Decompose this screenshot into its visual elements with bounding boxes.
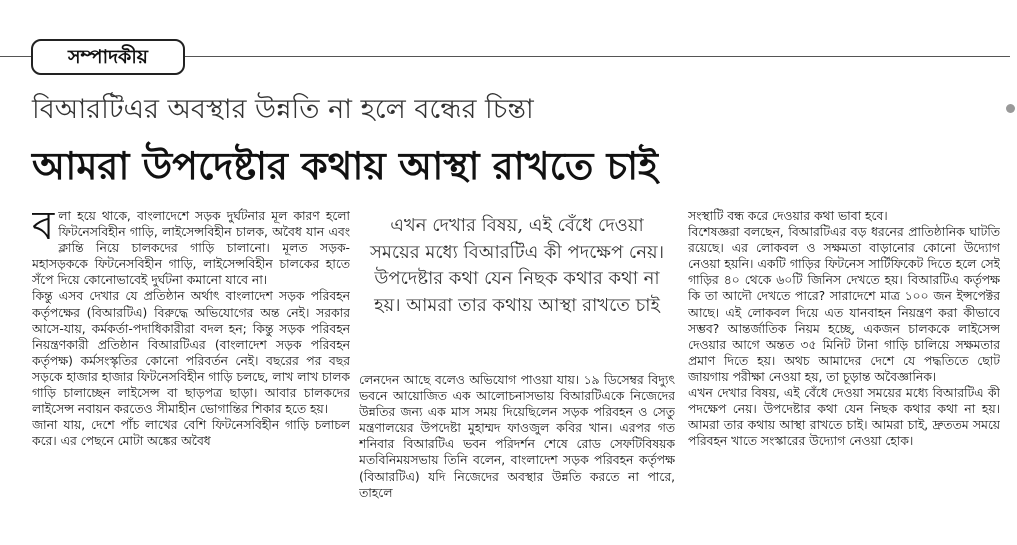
section-label: সম্পাদকীয় bbox=[31, 39, 185, 75]
main-headline: আমরা উপদেষ্টার কথায় আস্থা রাখতে চাই bbox=[32, 143, 658, 188]
kicker-headline: বিআরটিএর অবস্থার উন্নতি না হলে বন্ধের চিন্তা bbox=[32, 94, 534, 125]
page-edge-mark bbox=[1006, 104, 1015, 113]
paragraph: জানা যায়, দেশে পাঁচ লাখের বেশি ফিটনেসবিহীন গাড়ি চলাচল করে। এর পেছনে মোটা অঙ্কের অবৈধ bbox=[32, 418, 350, 449]
paragraph-text: লা হয়ে থাকে, বাংলাদেশে সড়ক দুর্ঘটনার মূল কারণ হলো ফিটনেসবিহীন গাড়ি, লাইসেন্সবিহীন চালক, অবৈধ যান এবং ক্লান্তি নিয়ে চালকদের গাড়ি চালানো। মূলত সড়ক-মহাসড়ককে ফিটনেসবিহীন গাড়ি, লাইসেন্সবিহীন চালকের হাতে সঁপে দিয়ে কোনোভাবেই দুর্ঘটনা কমানো যাবে না। bbox=[32, 209, 350, 288]
paragraph: বিশেষজ্ঞরা বলছেন, বিআরটিএর বড় ধরনের প্রাতিষ্ঠানিক ঘাটতি রয়েছে। এর লোকবল ও সক্ষমতা বাড়ানোর কোনো উদ্যোগ নেওয়া হয়নি। একটি গাড়ির ফিটনেস সার্টিফিকেট দিতে হলে সেই গাড়ির ৪০ থেকে ৬০টি জিনিস দেখতে হয়। বিআরটিএ কর্তৃপক্ষ কি তা আদৌ দেখতে পারে? সারাদেশে মাত্র ১০০ জন ইন্সপেক্টর আছে। এই লোকবল দিয়ে এত যানবাহন নিয়ন্ত্রণ করা কীভাবে সম্ভব? আন্তর্জাতিক নিয়ম হচ্ছে, একজন চালককে লাইসেন্স দেওয়ার আগে অন্তত ৩৫ মিনিট টানা গাড়ি চালিয়ে সক্ষমতার প্রমাণ দিতে হয়। অথচ আমাদের দেশে যে পদ্ধতিতে ছোট জায়গায় পরীক্ষা নেওয়া হয়, তা চূড়ান্ত অবৈজ্ঞানিক। bbox=[688, 225, 1000, 384]
paragraph: সংস্থাটি বন্ধ করে দেওয়ার কথা ভাবা হবে। bbox=[688, 209, 888, 223]
article-column-2 bbox=[359, 208, 675, 543]
article-column-1 bbox=[32, 208, 350, 543]
drop-cap: ব bbox=[32, 208, 55, 249]
paragraph: এখন দেখার বিষয়, এই বেঁধে দেওয়া সময়ের মধ্যে বিআরটিএ কী পদক্ষেপ নেয়। উপদেষ্টার কথা যেন নিছক কথার কথা না হয়। আমরা তার কথায় আস্থা রাখতে চাই। আমরা চাই, দ্রুততম সময়ে পরিবহন খাতে সংস্কারের উদ্যোগ নেওয়া হোক। bbox=[688, 386, 1000, 449]
paragraph bbox=[32, 208, 350, 288]
paragraph: লেনদেন আছে বলেও অভিযোগ পাওয়া যায়। ১৯ ডিসেম্বর বিদ্যুৎ ভবনে আয়োজিত এক আলোচনাসভায় বিআরটিএকে নিজেদের উন্নতির জন্য এক মাস সময় দিয়েছিলেন সড়ক পরিবহন ও সেতু মন্ত্রণালয়ের উপদেষ্টা মুহাম্মদ ফাওজুল কবির খান। এরপর গত শনিবার বিআরটিএ ভবন পরিদর্শন শেষে রোড সেফটিবিষয়ক মতবিনিময়সভায় তিনি বলেন, বাংলাদেশ সড়ক পরিবহন কর্তৃপক্ষ (বিআরটিএ) যদি নিজেদের অবস্থার উন্নতি করতে না পারে, তাহলে bbox=[359, 373, 675, 500]
paragraph: কিন্তু এসব দেখার যে প্রতিষ্ঠান অর্থাৎ বাংলাদেশ সড়ক পরিবহন কর্তৃপক্ষের (বিআরটিএ) বিরুদ্ধে অভিযোগের অন্ত নেই। সরকার আসে-যায়, কর্মকর্তা-পদাধিকারীরা বদল হন; কিন্তু সড়ক পরিবহন নিয়ন্ত্রণকারী প্রতিষ্ঠান বিআরটিএর (বাংলাদেশ সড়ক পরিবহন কর্তৃপক্ষ) কর্মসংস্কৃতির কোনো পরিবর্তন নেই। বছরের পর বছর সড়কে হাজার হাজার ফিটনেসবিহীন গাড়ি চলছে, লাখ লাখ চালক গাড়ি চালাচ্ছেন লাইসেন্স বা ছাড়পত্র ছাড়া। আবার চালকদের লাইসেন্স নবায়ন করতেও সীমাহীন ভোগান্তির শিকার হতে হয়। bbox=[32, 289, 350, 417]
column-body bbox=[359, 372, 675, 501]
article-column-3 bbox=[688, 208, 1000, 543]
pull-quote: এখন দেখার বিষয়, এই বেঁধে দেওয়া সময়ের মধ্যে বিআরটিএ কী পদক্ষেপ নেয়। উপদেষ্টার কথা যেন নিছক কথার কথা না হয়। আমরা তার কথায় আস্থা রাখতে চাই bbox=[369, 215, 665, 316]
